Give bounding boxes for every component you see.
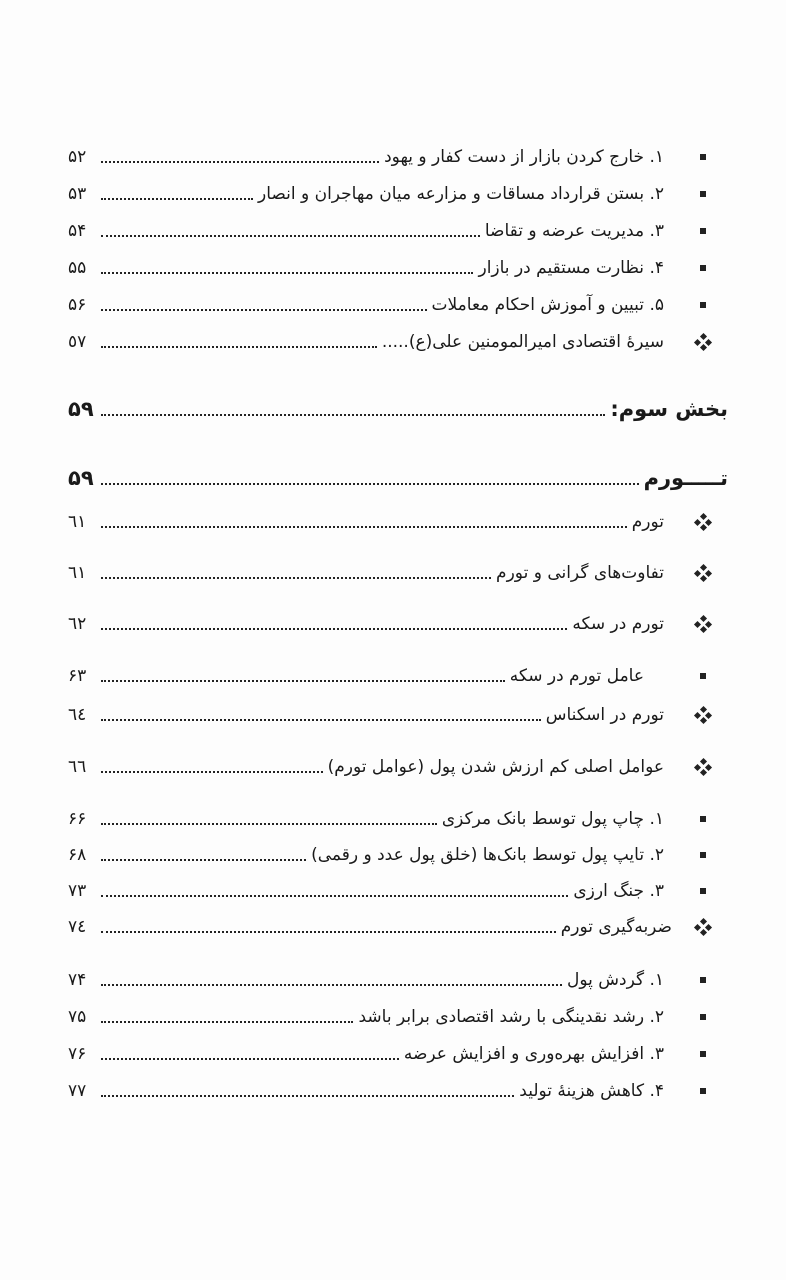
toc-entry-page: ٦٤ (68, 705, 87, 725)
toc-entry-title: تفاوت‌های گرانی و تورم (496, 563, 664, 583)
toc-entry[interactable] (68, 757, 728, 777)
square-bullet-icon (678, 816, 728, 822)
square-bullet-icon (678, 673, 728, 679)
dot-leader (101, 336, 377, 352)
diamond-bullet-icon (678, 759, 728, 775)
dot-leader (101, 709, 541, 725)
toc-entry[interactable] (68, 917, 728, 937)
toc-part-heading[interactable] (68, 397, 728, 421)
toc-entry-page: ۵۴ (68, 221, 87, 241)
toc-entry[interactable] (68, 666, 728, 686)
dot-leader (101, 813, 437, 829)
dot-leader (101, 474, 639, 490)
toc-entry-title: ۴. نظارت مستقیم در بازار (478, 258, 664, 278)
toc-entry-page: ۵۵ (68, 258, 87, 278)
toc-entry-page: ٦١ (68, 512, 87, 532)
toc-entry[interactable] (68, 845, 728, 865)
dot-leader (101, 974, 562, 990)
toc-entry[interactable] (68, 512, 728, 532)
toc-entry-title: ۱. گردش پول (566, 970, 664, 990)
square-bullet-icon (678, 1088, 728, 1094)
toc-entry-page: ٦١ (68, 563, 87, 583)
dot-leader (101, 516, 627, 532)
toc-entry[interactable] (68, 332, 728, 352)
chapter-title: تـــــورم (643, 466, 728, 490)
toc-entry-page: ۶۶ (68, 809, 87, 829)
toc-entry-page: ۵۲ (68, 147, 87, 167)
toc-entry[interactable] (68, 258, 728, 278)
toc-entry-page: ۷۷ (68, 1081, 87, 1101)
toc-entry-title: ۵. تبیین و آموزش احکام معاملات (431, 295, 664, 315)
toc-chapter-heading[interactable] (68, 466, 728, 490)
toc-entry[interactable] (68, 563, 728, 583)
toc-entry-title: ۴. کاهش هزینۀ تولید (519, 1081, 664, 1101)
toc-entry[interactable] (68, 970, 728, 990)
dot-leader (101, 761, 323, 777)
chapter-page: ۵۹ (68, 466, 94, 490)
toc-entry-page: ٧٤ (68, 917, 87, 937)
dot-leader (101, 1048, 399, 1064)
toc-entry-page: ٥٧ (68, 332, 87, 352)
dot-leader (101, 188, 253, 204)
part-page: ۵۹ (68, 397, 94, 421)
toc-entry-title: ضربه‌گیری تورم (560, 917, 672, 937)
toc-entry[interactable] (68, 881, 728, 901)
toc-entry-title: ۲. بستن قرارداد مساقات و مزارعه میان مهاجران و انصار (257, 184, 664, 204)
toc-entry[interactable] (68, 221, 728, 241)
toc-entry[interactable] (68, 614, 728, 634)
dot-leader (101, 670, 505, 686)
square-bullet-icon (678, 1014, 728, 1020)
toc-entry[interactable] (68, 705, 728, 725)
toc-entry-page: ۷۵ (68, 1007, 87, 1027)
toc-entry-page: ۵۳ (68, 184, 87, 204)
square-bullet-icon (678, 228, 728, 234)
toc-entry[interactable] (68, 809, 728, 829)
toc-entry-page: ۵۶ (68, 295, 87, 315)
toc-entry[interactable] (68, 295, 728, 315)
toc-entry-title: ۲. تایپ پول توسط بانک‌ها (خلق پول عدد و رقمی) (311, 845, 664, 865)
dot-leader (101, 921, 556, 937)
square-bullet-icon (678, 888, 728, 894)
diamond-bullet-icon (678, 565, 728, 581)
toc-entry[interactable] (68, 147, 728, 167)
toc-entry[interactable] (68, 1007, 728, 1027)
toc-entry-title: ۱. خارج کردن بازار از دست کفار و یهود (384, 147, 664, 167)
diamond-bullet-icon (678, 616, 728, 632)
square-bullet-icon (678, 302, 728, 308)
toc-entry[interactable] (68, 184, 728, 204)
dot-leader (101, 151, 379, 167)
diamond-bullet-icon (678, 707, 728, 723)
dot-leader (101, 618, 567, 634)
toc-entry-title: ۳. افزایش بهره‌وری و افزایش عرضه (403, 1044, 664, 1064)
dot-leader (101, 225, 480, 241)
toc-entry-title: ۲. رشد نقدینگی با رشد اقتصادی برابر باشد (358, 1007, 664, 1027)
toc-entry-title: عوامل اصلی کم ارزش شدن پول (عوامل تورم) (327, 757, 664, 777)
toc-entry-page: ٦٦ (68, 757, 87, 777)
dot-leader (101, 1011, 353, 1027)
toc-entry-title: سیرۀ اقتصادی امیرالمومنین علی(ع)..... (381, 332, 664, 352)
toc-entry-page: ۶۸ (68, 845, 87, 865)
square-bullet-icon (678, 154, 728, 160)
toc-entry-title: تورم (631, 512, 664, 532)
square-bullet-icon (678, 1051, 728, 1057)
toc-entry[interactable] (68, 1044, 728, 1064)
toc-entry-title: تورم در اسکناس (545, 705, 664, 725)
dot-leader (101, 567, 491, 583)
diamond-bullet-icon (678, 919, 728, 935)
toc-entry-title: ۱. چاپ پول توسط بانک مرکزی (441, 809, 664, 829)
toc-entry-page: ۷۴ (68, 970, 87, 990)
toc-entry[interactable] (68, 1081, 728, 1101)
toc-entry-page: ٦٢ (68, 614, 87, 634)
square-bullet-icon (678, 852, 728, 858)
dot-leader (101, 885, 568, 901)
toc-entry-page: ۶۳ (68, 666, 87, 686)
diamond-bullet-icon (678, 334, 728, 350)
toc-entry-title: ۳. مدیریت عرضه و تقاضا (484, 221, 664, 241)
dot-leader (101, 405, 605, 421)
dot-leader (101, 849, 306, 865)
square-bullet-icon (678, 265, 728, 271)
dot-leader (101, 262, 473, 278)
dot-leader (101, 1085, 514, 1101)
part-title: بخش سوم: (610, 397, 728, 421)
toc-entry-page: ۷۳ (68, 881, 87, 901)
square-bullet-icon (678, 977, 728, 983)
toc-entry-title: عامل تورم در سکه (509, 666, 644, 686)
toc-entry-page: ۷۶ (68, 1044, 87, 1064)
dot-leader (101, 299, 427, 315)
toc-entry-title: تورم در سکه (572, 614, 664, 634)
square-bullet-icon (678, 191, 728, 197)
diamond-bullet-icon (678, 514, 728, 530)
toc-entry-title: ۳. جنگ ارزی (573, 881, 664, 901)
